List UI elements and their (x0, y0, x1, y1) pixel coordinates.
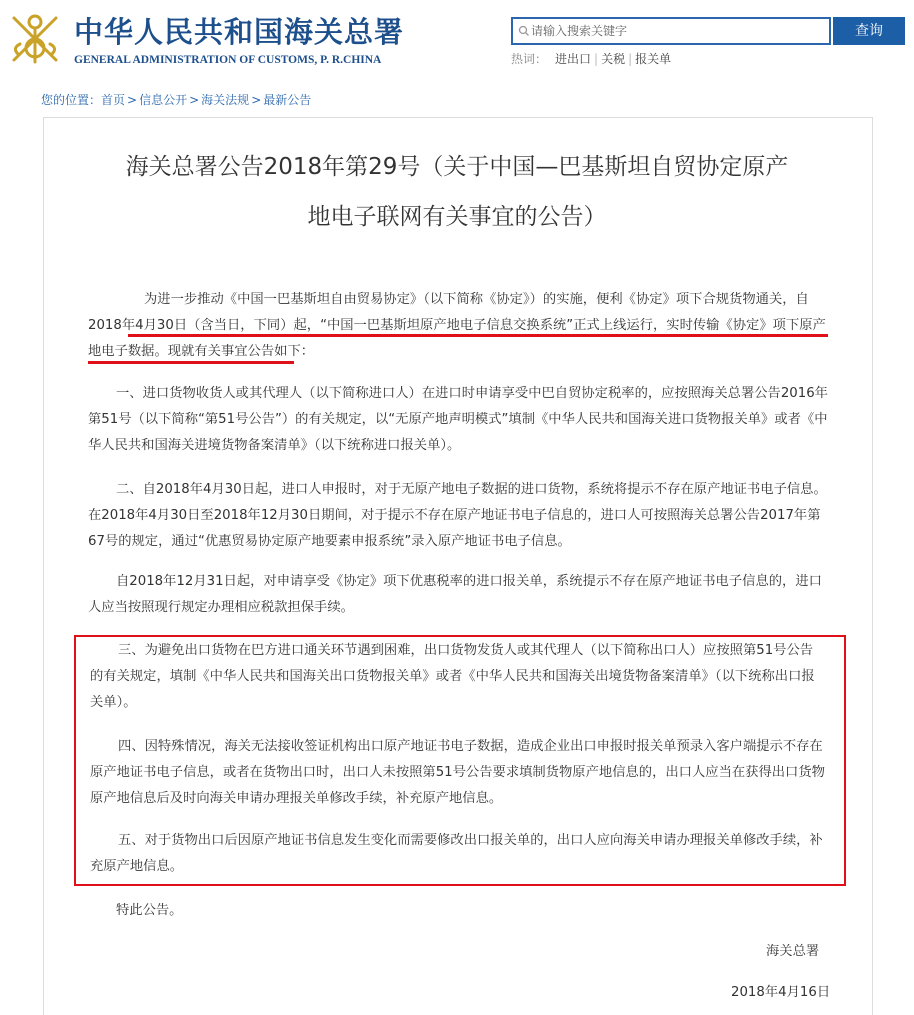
breadcrumb-separator: > (127, 93, 138, 107)
paragraph-3: 三、为避免出口货物在巴方进口通关环节遇到困难，出口货物发货人或其代理人（以下简称出口人）应按照第51号公告的有关规定，填制《中华人民共和国海关出口货物报关单》或者《中华人民共和国海关出境货物备案清单》（以下统称出口报关单）。 (90, 643, 815, 710)
customs-emblem-icon[interactable] (6, 8, 64, 68)
search-box (511, 17, 831, 45)
paragraph-1: 一、进口货物收货人或其代理人（以下简称进口人）在进口时申请享受中巴自贸协定税率的，应按照海关总署公告2016年第51号（以下简称“第51号公告”）的有关规定，以“无原产地声明模式”填制《中华人民共和国海关进口货物报关单》或者《中华人民共和国海关进境货物备案清单》（以下统称进口报关单）。 (88, 386, 828, 453)
search-input[interactable] (531, 21, 821, 41)
hotwords-label: 热词： (511, 52, 548, 66)
article-title-line: 地电子联网有关事宜的公告） (307, 204, 607, 230)
breadcrumb-item-home[interactable]: 首页 (101, 93, 126, 107)
intro-paragraph: 为进一步推动《中国一巴基斯坦自由贸易协定》（以下简称《协定》）的实施，便利《协定》项下合规货物通关，自2018年4月30日（含当日，下同）起，“中国一巴基斯坦原产地电子信息交换系统”正式上线运行，实时传输《协定》项下原产地电子数据。现就有关事宜公告如下： (88, 292, 826, 359)
hotwords-bar (511, 50, 671, 67)
closing-text: 特此公告。 (116, 903, 183, 918)
site-title[interactable]: 中华人民共和国海关总署 (74, 15, 405, 49)
breadcrumb-separator: > (189, 93, 200, 107)
paragraph-4: 四、因特殊情况，海关无法接收签证机构出口原产地证书电子数据，造成企业出口申报时报关单预录入客户端提示不存在原产地证书电子信息，或者在货物出口时，出口人未按照第51号公告要求填制货物原产地信息的，出口人应当在获得出口货物原产地信息后及时向海关申请办理报关单修改手续，补充原产地信息。 (90, 739, 825, 806)
breadcrumb-item-regulations[interactable]: 海关法规 (201, 93, 250, 107)
site-header (0, 0, 914, 80)
breadcrumb (41, 91, 311, 108)
paragraph-5: 五、对于货物出口后因原产地证书信息发生变化而需要修改出口报关单的，出口人应向海关申请办理报关单修改手续，补充原产地信息。 (90, 833, 823, 874)
search-button[interactable]: 查询 (833, 17, 905, 45)
hotword-link[interactable]: 关税 (601, 52, 626, 66)
breadcrumb-prefix: 您的位置： (41, 93, 102, 107)
hotword-separator: | (594, 52, 599, 66)
site-subtitle: GENERAL ADMINISTRATION OF CUSTOMS, P. R.CHINA (74, 54, 382, 66)
hotword-separator: | (628, 52, 633, 66)
hotword-link[interactable]: 进出口 (555, 52, 592, 66)
hotword-link[interactable]: 报关单 (635, 52, 672, 66)
paragraph-2: 二、自2018年4月30日起，进口人申报时，对于无原产地电子数据的进口货物，系统将提示不存在原产地证书电子信息。在2018年4月30日至2018年12月30日期间，对于提示不存在原产地证书电子信息的，进口人可按照海关总署公告2017年第67号的规定，通过“优惠贸易协定原产地要素申报系统”录入原产地证书电子信息。 (88, 482, 827, 549)
search-icon (517, 24, 531, 38)
breadcrumb-item-info[interactable]: 信息公开 (139, 93, 188, 107)
breadcrumb-item-latest[interactable]: 最新公告 (263, 93, 312, 107)
publish-date: 2018年4月16日 (731, 985, 831, 1000)
article-title (60, 142, 854, 242)
red-underline (128, 334, 828, 337)
signature: 海关总署 (766, 944, 820, 959)
article-title-line: 海关总署公告2018年第29号（关于中国—巴基斯坦自贸协定原产 (125, 154, 789, 180)
paragraph-2b: 自2018年12月31日起，对申请享受《协定》项下优惠税率的进口报关单，系统提示不存在原产地证书电子信息的，进口人应当按照现行规定办理相应税款担保手续。 (88, 574, 822, 615)
breadcrumb-separator: > (251, 93, 262, 107)
red-underline (88, 361, 294, 364)
